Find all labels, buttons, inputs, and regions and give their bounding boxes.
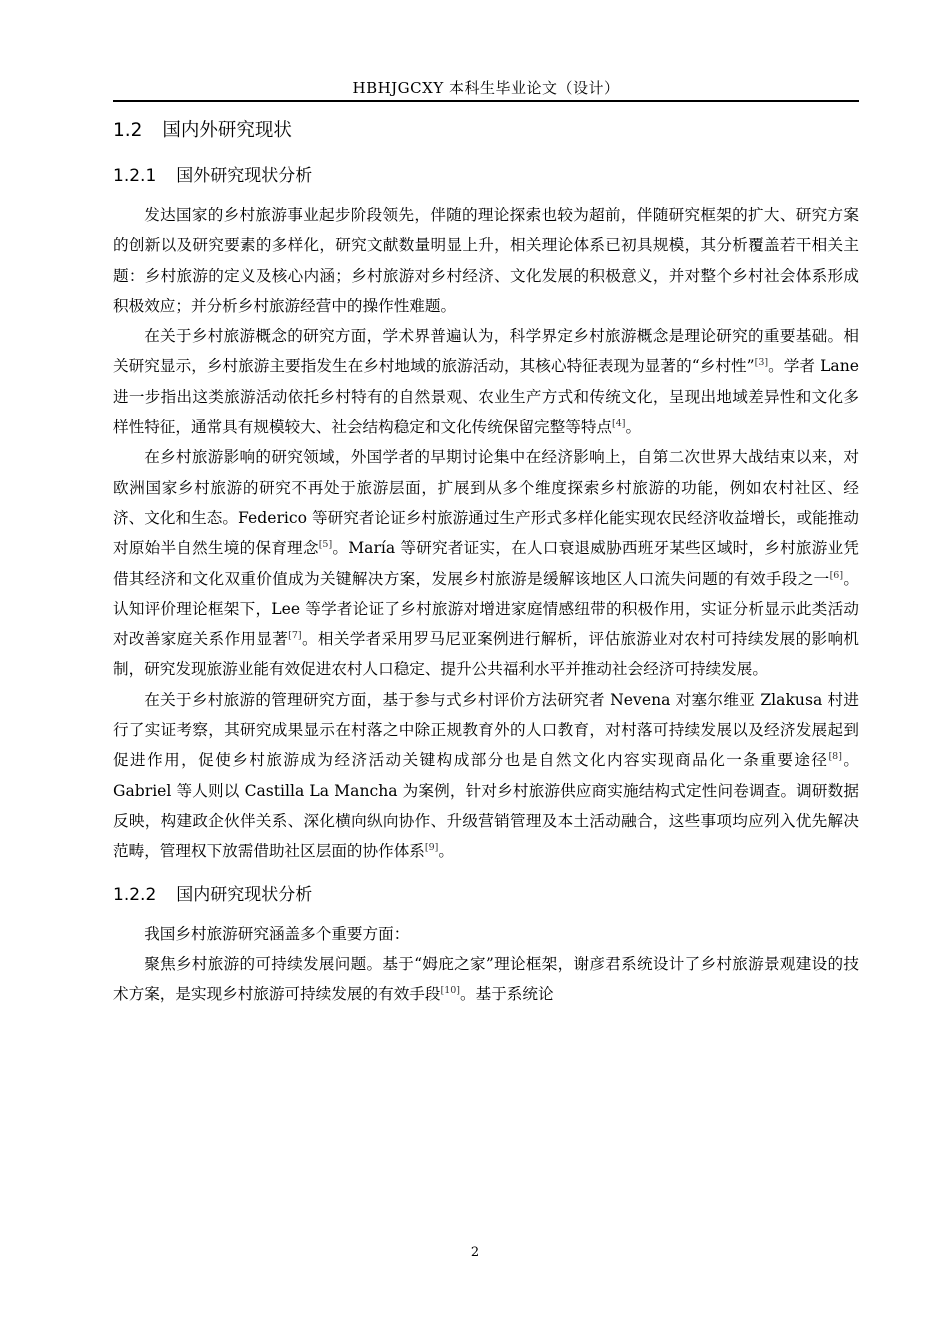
citation-marker: [5]: [318, 539, 333, 551]
paragraph-text: 。学者 Lane 进一步指出这类旅游活动依托乡村特有的自然景观、农业生产方式和传统文化，呈现出地域差异性和文化多样性特征，通常具有规模较大、社会结构稳定和文化传统保留完整等特点: [113, 357, 859, 437]
citation-marker: [10]: [440, 984, 460, 996]
body-paragraph: [113, 685, 859, 867]
body-paragraph: [113, 200, 859, 321]
citation-marker: [7]: [288, 629, 302, 641]
subsection-title: 国外研究现状分析: [176, 166, 313, 186]
paragraph-text: 。María 等研究者证实，在人口衰退威胁西班牙某些区域时，乡村旅游业凭借其经济和文化双重价值成为关键解决方案，发展乡村旅游是缓解该地区人口流失问题的有效手段之一: [113, 539, 859, 588]
subsection-body: [113, 919, 859, 1010]
paragraph-text: 在乡村旅游影响的研究领域，外国学者的早期讨论集中在经济影响上，自第二次世界大战结束以来，对欧洲国家乡村旅游的研究不再处于旅游层面，扩展到从多个维度探索乡村旅游的功能，例如农村社区、经济、文化和生态。Federico 等研究者论证乡村旅游通过生产形式多样化能实现农民经济收益增长，或能推动对原始半自然生境的保育理念: [113, 448, 859, 558]
paragraph-text: 。 认知评价理论框架下，Lee 等学者论证了乡村旅游对增进家庭情感纽带的积极作用，实证分析显示此类活动对改善家庭关系作用显著: [113, 569, 859, 649]
subsection-number: 1.2.1: [113, 166, 157, 186]
paragraph-text: 我国乡村旅游研究涵盖多个重要方面：: [144, 924, 410, 943]
subsection-number: 1.2.2: [113, 884, 157, 905]
body-paragraph: [113, 949, 859, 1010]
paragraph-text: 。: [625, 418, 642, 437]
section-heading: [113, 116, 859, 146]
paragraph-text: 。: [438, 842, 454, 861]
citation-marker: [8]: [828, 751, 842, 763]
paragraph-text: 在关于乡村旅游概念的研究方面，学术界普遍认为，科学界定乡村旅游概念是理论研究的重要基础。相关研究显示，乡村旅游主要指发生在乡村地域的旅游活动，其核心特征表现为显著的“乡村性”: [113, 327, 859, 376]
page-number: 2: [470, 1245, 480, 1260]
paragraph-text: 。基于系统论: [460, 985, 554, 1004]
citation-marker: [4]: [612, 417, 626, 429]
subsection-heading: [113, 881, 859, 909]
header-rule: [113, 100, 859, 102]
running-header: HBHJGCXY 本科生毕业论文（设计）: [352, 79, 620, 97]
citation-marker: [3]: [754, 357, 769, 369]
citation-marker: [6]: [829, 569, 844, 581]
body-paragraph: [113, 321, 859, 442]
paragraph-text: 聚焦乡村旅游的可持续发展问题。基于“姆庇之家”理论框架，谢彦君系统设计了乡村旅游景观建设的技术方案，是实现乡村旅游可持续发展的有效手段: [113, 954, 859, 1004]
body-paragraph: [113, 919, 859, 949]
section-number: 1.2: [113, 120, 143, 141]
subsection-title: 国内研究现状分析: [176, 884, 313, 905]
section-title: 国内外研究现状: [162, 120, 292, 141]
paragraph-text: 。相关学者采用罗马尼亚案例进行解析，评估旅游业对农村可持续发展的影响机制，研究发现旅游业能有效促进农村人口稳定、提升公共福利水平并推动社会经济可持续发展。: [113, 630, 859, 679]
paragraph-text: 发达国家的乡村旅游事业起步阶段领先，伴随的理论探索也较为超前，伴随研究框架的扩大、研究方案的创新以及研究要素的多样化，研究文献数量明显上升，相关理论体系已初具规模，其分析覆盖若干相关主题：乡村旅游的定义及核心内涵；乡村旅游对乡村经济、文化发展的积极意义，并对整个乡村社会体系形成积极效应；并分析乡村旅游经营中的操作性难题。: [113, 206, 859, 315]
paragraph-text: 。 Gabriel 等人则以 Castilla La Mancha 为案例，针对乡村旅游供应商实施结构式定性问卷调查。调研数据反映，构建政企伙伴关系、深化横向纵向协作、升级营销管理及本土活动融合，这些事项均应列入优先解决范畴，管理权下放需借助社区层面的协作体系: [113, 751, 859, 861]
citation-marker: [9]: [424, 842, 439, 854]
subsection-body: [113, 200, 859, 867]
subsection-heading: [113, 162, 859, 190]
body-paragraph: [113, 442, 859, 684]
paragraph-text: 在关于乡村旅游的管理研究方面，基于参与式乡村评价方法研究者 Nevena 对塞尔维亚 Zlakusa 村进行了实证考察，其研究成果显示在村落之中除正规教育外的人口教育，对村落可持续发展以及经济发展起到促进作用，促使乡村旅游成为经济活动关键构成部分也是自然文化内容实现商品化一条重要途径: [113, 690, 859, 770]
page-body: [113, 116, 859, 1009]
